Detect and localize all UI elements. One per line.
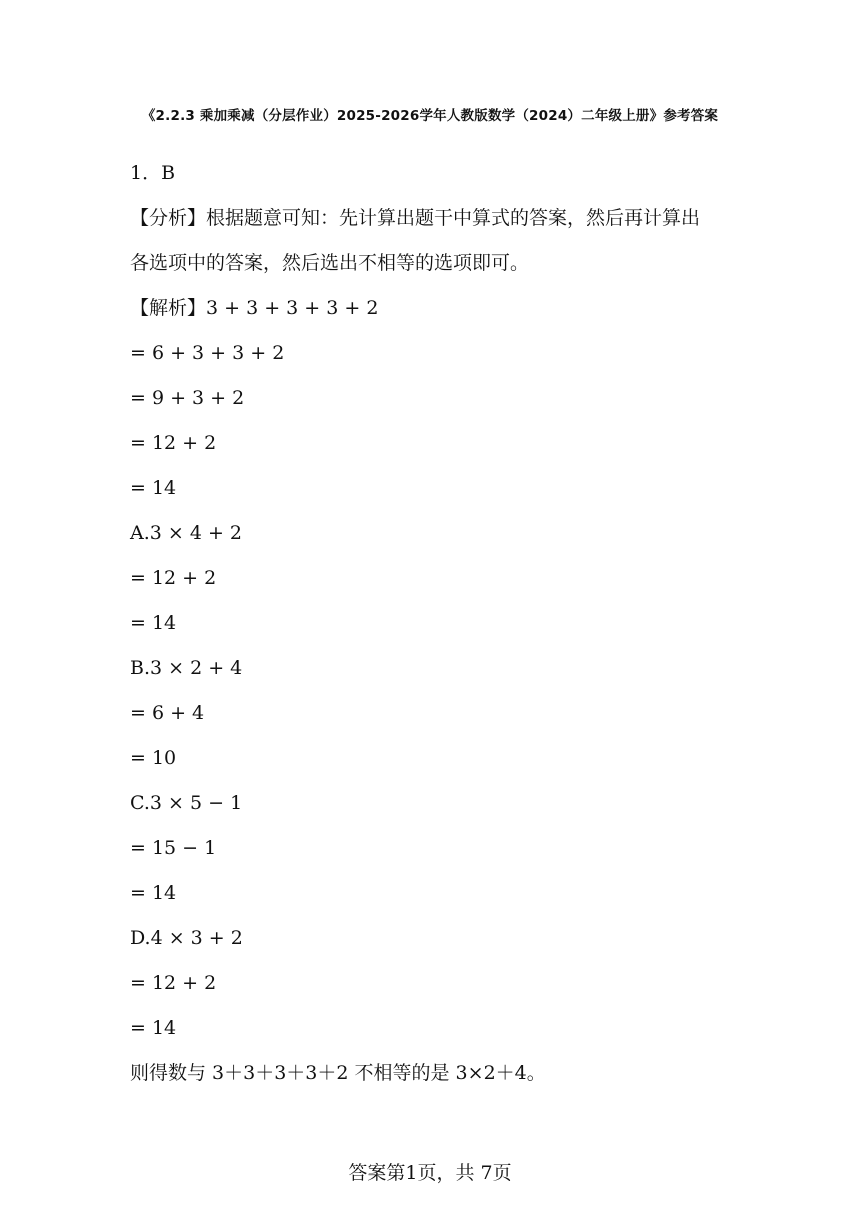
- equation-line: = 9 + 3 + 2: [130, 387, 245, 409]
- solution-line: 【解析】3 + 3 + 3 + 3 + 2: [130, 297, 379, 319]
- answer-content: [130, 158, 750, 1103]
- equation-line: = 10: [130, 747, 177, 769]
- answer-number: 1．B: [130, 162, 176, 184]
- analysis-line: 各选项中的答案，然后选出不相等的选项即可。: [130, 252, 530, 274]
- equation-line: = 12 + 2: [130, 567, 217, 589]
- option-b-line: B.3 × 2 + 4: [130, 657, 243, 679]
- analysis-line: 【分析】根据题意可知：先计算出题干中算式的答案，然后再计算出: [130, 207, 701, 229]
- equation-line: = 14: [130, 612, 177, 634]
- equation-line: = 12 + 2: [130, 432, 217, 454]
- equation-line: = 14: [130, 882, 177, 904]
- page-footer: 答案第1页，共 7页: [348, 1162, 512, 1184]
- option-a-line: A.3 × 4 + 2: [130, 522, 243, 544]
- conclusion-line: 则得数与 3＋3＋3＋3＋2 不相等的是 3×2＋4。: [130, 1062, 546, 1084]
- equation-line: = 6 + 3 + 3 + 2: [130, 342, 285, 364]
- equation-line: = 14: [130, 477, 177, 499]
- equation-line: = 15 − 1: [130, 837, 217, 859]
- document-title: 《2.2.3 乘加乘减（分层作业）2025-2026学年人教版数学（2024）二年级上册》参考答案: [141, 108, 719, 124]
- equation-line: = 14: [130, 1017, 177, 1039]
- option-c-line: C.3 × 5 − 1: [130, 792, 243, 814]
- option-d-line: D.4 × 3 + 2: [130, 927, 243, 949]
- equation-line: = 6 + 4: [130, 702, 205, 724]
- equation-line: = 12 + 2: [130, 972, 217, 994]
